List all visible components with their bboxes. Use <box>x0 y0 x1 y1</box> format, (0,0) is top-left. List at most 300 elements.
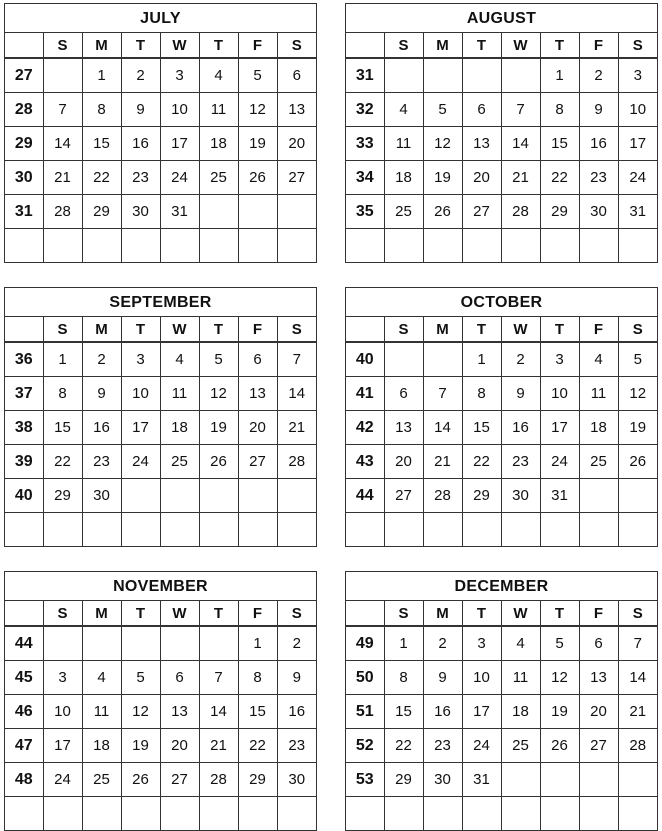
day-cell: 14 <box>277 377 316 411</box>
day-cell: 29 <box>43 479 82 513</box>
day-cell <box>423 229 462 263</box>
month-december <box>345 571 658 831</box>
day-cell <box>238 479 277 513</box>
day-cell: 22 <box>462 445 501 479</box>
week-row <box>346 58 657 93</box>
weekday-header: S <box>618 317 657 342</box>
day-cell: 8 <box>384 661 423 695</box>
day-cell <box>238 195 277 229</box>
day-cell: 18 <box>82 729 121 763</box>
day-cell: 3 <box>618 58 657 93</box>
day-cell: 7 <box>501 93 540 127</box>
weekday-header: T <box>199 317 238 342</box>
day-cell <box>82 626 121 661</box>
day-cell: 26 <box>199 445 238 479</box>
day-cell: 9 <box>423 661 462 695</box>
day-cell: 12 <box>423 127 462 161</box>
weekday-header: T <box>462 33 501 58</box>
weekday-header: S <box>277 317 316 342</box>
day-cell: 13 <box>238 377 277 411</box>
month-title: SEPTEMBER <box>5 288 316 317</box>
week-row <box>5 445 316 479</box>
day-cell: 8 <box>462 377 501 411</box>
day-cell <box>121 626 160 661</box>
day-cell <box>501 229 540 263</box>
day-cell <box>423 342 462 377</box>
day-cell: 5 <box>199 342 238 377</box>
day-cell: 24 <box>121 445 160 479</box>
month-september <box>4 287 317 547</box>
day-cell: 26 <box>618 445 657 479</box>
day-cell: 1 <box>384 626 423 661</box>
week-row <box>5 195 316 229</box>
weekday-header: T <box>540 33 579 58</box>
day-cell: 8 <box>238 661 277 695</box>
day-cell: 1 <box>82 58 121 93</box>
day-cell <box>384 229 423 263</box>
day-cell <box>540 229 579 263</box>
week-number: 49 <box>346 626 384 661</box>
day-cell: 10 <box>121 377 160 411</box>
week-row <box>346 661 657 695</box>
day-cell: 21 <box>277 411 316 445</box>
day-cell: 14 <box>618 661 657 695</box>
week-row <box>346 695 657 729</box>
day-cell <box>43 229 82 263</box>
day-cell: 1 <box>462 342 501 377</box>
weekday-header: T <box>121 33 160 58</box>
week-number: 31 <box>346 58 384 93</box>
day-cell: 20 <box>238 411 277 445</box>
day-cell: 25 <box>82 763 121 797</box>
day-cell: 25 <box>199 161 238 195</box>
day-cell <box>501 763 540 797</box>
day-cell: 19 <box>121 729 160 763</box>
week-row <box>346 195 657 229</box>
day-cell <box>199 626 238 661</box>
weekday-header: M <box>423 601 462 626</box>
day-cell <box>462 229 501 263</box>
week-number: 51 <box>346 695 384 729</box>
week-row <box>5 763 316 797</box>
weekday-header: M <box>82 317 121 342</box>
week-number-header <box>346 317 384 342</box>
weekday-header: S <box>384 33 423 58</box>
day-cell <box>160 626 199 661</box>
day-cell <box>199 195 238 229</box>
day-cell <box>618 479 657 513</box>
day-cell: 19 <box>238 127 277 161</box>
day-cell: 2 <box>82 342 121 377</box>
week-row <box>5 342 316 377</box>
week-number <box>5 229 43 263</box>
day-cell: 13 <box>160 695 199 729</box>
day-cell: 28 <box>43 195 82 229</box>
day-cell <box>579 763 618 797</box>
day-cell <box>540 513 579 547</box>
day-cell: 17 <box>160 127 199 161</box>
weekday-header: F <box>238 33 277 58</box>
day-cell: 5 <box>423 93 462 127</box>
day-cell: 12 <box>199 377 238 411</box>
week-number: 39 <box>5 445 43 479</box>
day-cell <box>277 229 316 263</box>
day-cell: 3 <box>43 661 82 695</box>
day-cell <box>82 229 121 263</box>
day-cell: 17 <box>618 127 657 161</box>
weekday-header: W <box>501 601 540 626</box>
day-cell: 18 <box>160 411 199 445</box>
week-row <box>346 127 657 161</box>
day-cell: 6 <box>579 626 618 661</box>
day-cell: 12 <box>540 661 579 695</box>
day-cell <box>618 763 657 797</box>
week-number <box>5 513 43 547</box>
day-cell: 23 <box>423 729 462 763</box>
day-cell <box>43 513 82 547</box>
day-cell: 23 <box>121 161 160 195</box>
weekday-header: F <box>579 317 618 342</box>
day-cell: 14 <box>43 127 82 161</box>
week-row <box>5 661 316 695</box>
day-cell: 11 <box>199 93 238 127</box>
month-august <box>345 3 658 263</box>
week-row <box>346 513 657 547</box>
day-cell: 7 <box>618 626 657 661</box>
day-cell <box>384 513 423 547</box>
day-cell: 26 <box>423 195 462 229</box>
day-cell: 18 <box>384 161 423 195</box>
day-cell: 17 <box>121 411 160 445</box>
day-cell: 22 <box>82 161 121 195</box>
day-cell: 25 <box>160 445 199 479</box>
week-number-header <box>346 33 384 58</box>
week-number: 46 <box>5 695 43 729</box>
day-cell: 16 <box>277 695 316 729</box>
day-cell: 6 <box>277 58 316 93</box>
day-cell: 20 <box>462 161 501 195</box>
weekday-header: T <box>121 601 160 626</box>
day-cell: 23 <box>579 161 618 195</box>
week-row <box>346 229 657 263</box>
day-cell <box>384 342 423 377</box>
weekday-header: S <box>43 601 82 626</box>
week-number: 27 <box>5 58 43 93</box>
day-cell <box>384 58 423 93</box>
day-cell: 2 <box>277 626 316 661</box>
week-number: 33 <box>346 127 384 161</box>
day-cell: 1 <box>43 342 82 377</box>
weekday-header: S <box>277 33 316 58</box>
day-cell: 27 <box>384 479 423 513</box>
day-cell: 11 <box>501 661 540 695</box>
day-cell: 16 <box>82 411 121 445</box>
day-cell: 24 <box>43 763 82 797</box>
day-cell: 11 <box>82 695 121 729</box>
day-cell: 3 <box>160 58 199 93</box>
day-cell: 15 <box>238 695 277 729</box>
day-cell: 21 <box>501 161 540 195</box>
day-cell: 18 <box>579 411 618 445</box>
month-july <box>4 3 317 263</box>
day-cell: 21 <box>43 161 82 195</box>
day-cell: 8 <box>82 93 121 127</box>
day-cell: 4 <box>384 93 423 127</box>
day-cell: 23 <box>501 445 540 479</box>
day-cell: 30 <box>82 479 121 513</box>
week-row <box>346 763 657 797</box>
week-row <box>346 411 657 445</box>
day-cell: 2 <box>423 626 462 661</box>
week-row <box>5 513 316 547</box>
day-cell: 15 <box>82 127 121 161</box>
day-cell <box>277 479 316 513</box>
weekday-header: S <box>384 317 423 342</box>
week-number <box>346 229 384 263</box>
day-cell <box>121 229 160 263</box>
day-cell: 3 <box>462 626 501 661</box>
weekday-header: W <box>160 601 199 626</box>
week-row <box>5 626 316 661</box>
day-cell: 7 <box>199 661 238 695</box>
month-grid <box>346 317 657 546</box>
day-cell: 31 <box>160 195 199 229</box>
day-cell: 27 <box>238 445 277 479</box>
day-cell <box>160 513 199 547</box>
week-row <box>346 445 657 479</box>
week-row <box>5 377 316 411</box>
weekday-header: T <box>462 317 501 342</box>
day-cell: 28 <box>423 479 462 513</box>
day-cell: 9 <box>277 661 316 695</box>
weekday-header: M <box>423 317 462 342</box>
month-grid <box>5 601 316 830</box>
day-cell <box>462 513 501 547</box>
day-cell <box>199 229 238 263</box>
week-number: 28 <box>5 93 43 127</box>
day-cell: 4 <box>199 58 238 93</box>
weekday-header: F <box>238 317 277 342</box>
day-cell: 31 <box>618 195 657 229</box>
weekday-header: S <box>384 601 423 626</box>
week-number: 47 <box>5 729 43 763</box>
day-cell: 16 <box>121 127 160 161</box>
day-cell: 7 <box>423 377 462 411</box>
day-cell: 31 <box>540 479 579 513</box>
week-number: 31 <box>5 195 43 229</box>
day-cell: 16 <box>501 411 540 445</box>
day-cell: 19 <box>423 161 462 195</box>
day-cell: 13 <box>384 411 423 445</box>
weekday-header: M <box>423 33 462 58</box>
day-cell <box>423 513 462 547</box>
day-cell: 16 <box>423 695 462 729</box>
day-cell: 17 <box>462 695 501 729</box>
week-number: 42 <box>346 411 384 445</box>
day-cell: 20 <box>384 445 423 479</box>
weekday-header: W <box>501 317 540 342</box>
day-cell: 19 <box>199 411 238 445</box>
week-row <box>5 58 316 93</box>
week-number: 35 <box>346 195 384 229</box>
weekday-header: S <box>43 317 82 342</box>
day-cell: 10 <box>618 93 657 127</box>
weekday-header: T <box>540 601 579 626</box>
day-cell: 27 <box>579 729 618 763</box>
day-cell: 1 <box>238 626 277 661</box>
month-grid <box>5 317 316 546</box>
week-number: 40 <box>5 479 43 513</box>
day-cell: 23 <box>82 445 121 479</box>
day-cell: 3 <box>540 342 579 377</box>
week-row <box>5 479 316 513</box>
day-cell <box>82 513 121 547</box>
weekday-header: M <box>82 601 121 626</box>
day-cell: 20 <box>579 695 618 729</box>
day-cell: 27 <box>277 161 316 195</box>
week-number: 34 <box>346 161 384 195</box>
week-row <box>346 161 657 195</box>
day-cell: 28 <box>277 445 316 479</box>
day-cell: 7 <box>277 342 316 377</box>
day-cell <box>579 229 618 263</box>
day-cell: 25 <box>384 195 423 229</box>
day-cell: 27 <box>462 195 501 229</box>
weekday-header: F <box>238 601 277 626</box>
day-cell: 26 <box>540 729 579 763</box>
day-cell: 4 <box>501 626 540 661</box>
day-cell: 24 <box>160 161 199 195</box>
weekday-header: T <box>199 33 238 58</box>
week-number-header <box>5 317 43 342</box>
day-cell: 5 <box>121 661 160 695</box>
day-cell: 18 <box>501 695 540 729</box>
day-cell: 9 <box>121 93 160 127</box>
day-cell: 9 <box>579 93 618 127</box>
month-title: NOVEMBER <box>5 572 316 601</box>
week-number: 45 <box>5 661 43 695</box>
day-cell <box>121 479 160 513</box>
weekday-header: F <box>579 33 618 58</box>
day-cell: 30 <box>501 479 540 513</box>
day-cell <box>238 513 277 547</box>
week-row <box>5 229 316 263</box>
week-number: 44 <box>346 479 384 513</box>
day-cell: 28 <box>618 729 657 763</box>
day-cell: 17 <box>43 729 82 763</box>
day-cell: 7 <box>43 93 82 127</box>
week-number: 30 <box>5 161 43 195</box>
week-number: 41 <box>346 377 384 411</box>
day-cell: 30 <box>423 763 462 797</box>
day-cell: 15 <box>540 127 579 161</box>
week-number-header <box>346 601 384 626</box>
day-cell: 15 <box>384 695 423 729</box>
week-number: 36 <box>5 342 43 377</box>
day-cell: 24 <box>462 729 501 763</box>
day-cell <box>277 195 316 229</box>
month-grid <box>346 33 657 262</box>
week-number: 32 <box>346 93 384 127</box>
day-cell: 9 <box>501 377 540 411</box>
day-cell: 21 <box>423 445 462 479</box>
day-cell: 15 <box>462 411 501 445</box>
month-title: JULY <box>5 4 316 33</box>
day-cell: 13 <box>462 127 501 161</box>
week-row <box>346 479 657 513</box>
week-number: 52 <box>346 729 384 763</box>
day-cell <box>501 58 540 93</box>
week-row <box>5 93 316 127</box>
week-row <box>5 411 316 445</box>
month-title: OCTOBER <box>346 288 657 317</box>
day-cell: 27 <box>160 763 199 797</box>
day-cell: 6 <box>160 661 199 695</box>
week-number: 29 <box>5 127 43 161</box>
day-cell: 26 <box>238 161 277 195</box>
weekday-header: W <box>160 33 199 58</box>
day-cell: 5 <box>238 58 277 93</box>
weekday-header: W <box>160 317 199 342</box>
day-cell: 21 <box>199 729 238 763</box>
week-number: 53 <box>346 763 384 797</box>
day-cell: 22 <box>540 161 579 195</box>
day-cell: 6 <box>384 377 423 411</box>
weekday-header: T <box>199 601 238 626</box>
day-cell: 9 <box>82 377 121 411</box>
day-cell: 29 <box>462 479 501 513</box>
day-cell: 17 <box>540 411 579 445</box>
week-number-header <box>5 33 43 58</box>
day-cell: 31 <box>462 763 501 797</box>
week-number: 43 <box>346 445 384 479</box>
weekday-header: S <box>277 601 316 626</box>
day-cell: 14 <box>501 127 540 161</box>
day-cell <box>238 229 277 263</box>
week-row <box>5 729 316 763</box>
day-cell <box>540 763 579 797</box>
day-cell: 28 <box>501 195 540 229</box>
month-title: AUGUST <box>346 4 657 33</box>
day-cell: 26 <box>121 763 160 797</box>
week-row <box>346 93 657 127</box>
day-cell: 20 <box>277 127 316 161</box>
day-cell: 24 <box>618 161 657 195</box>
day-cell: 4 <box>160 342 199 377</box>
day-cell: 14 <box>423 411 462 445</box>
week-number-header <box>5 601 43 626</box>
day-cell: 4 <box>579 342 618 377</box>
week-row <box>5 695 316 729</box>
day-cell <box>423 58 462 93</box>
day-cell: 21 <box>618 695 657 729</box>
week-number: 37 <box>5 377 43 411</box>
day-cell: 3 <box>121 342 160 377</box>
weekday-header: W <box>501 33 540 58</box>
day-cell: 15 <box>43 411 82 445</box>
day-cell: 16 <box>579 127 618 161</box>
day-cell: 19 <box>618 411 657 445</box>
day-cell: 11 <box>160 377 199 411</box>
day-cell: 10 <box>462 661 501 695</box>
weekday-header: T <box>121 317 160 342</box>
day-cell: 13 <box>579 661 618 695</box>
day-cell <box>199 479 238 513</box>
day-cell <box>199 513 238 547</box>
day-cell <box>43 626 82 661</box>
day-cell: 30 <box>121 195 160 229</box>
week-row <box>346 626 657 661</box>
